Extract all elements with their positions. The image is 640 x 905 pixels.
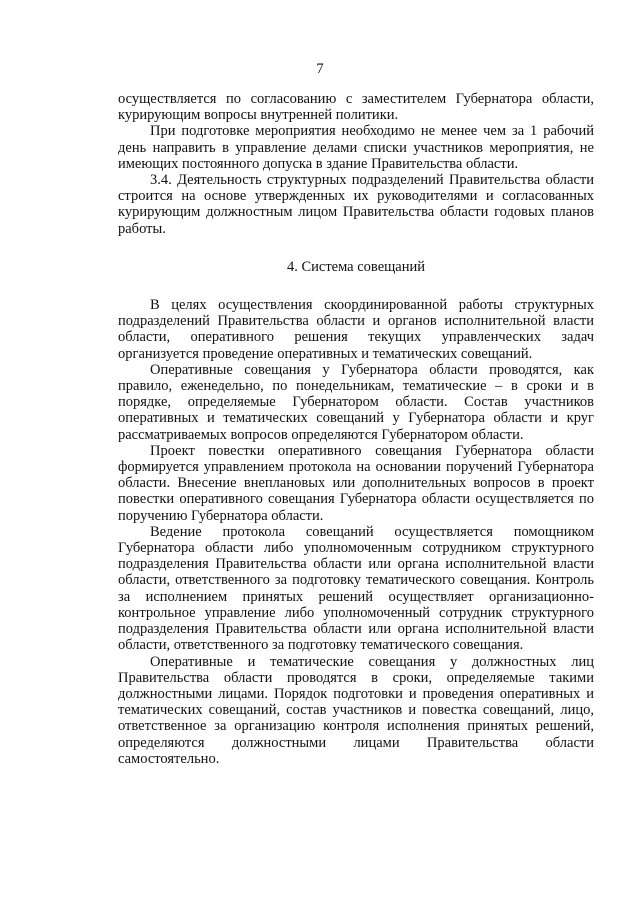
page-number: 7	[316, 61, 324, 77]
paragraph-3-4: 3.4. Деятельность структурных подразделений Правительства области строится на основе утвержденных их руководителями и согласованных курирующим должностным лицом Правительства области годовых планов работы.	[118, 172, 594, 237]
paragraph-event-preparation: При подготовке мероприятия необходимо не менее чем за 1 рабочий день направить в управление делами списки участников мероприятия, не имеющих постоянного допуска в здание Правительства области.	[118, 123, 594, 172]
paragraph-agenda-draft: Проект повестки оперативного совещания Губернатора области формируется управлением протокола на основании поручений Губернатора области. Внесение внеплановых или дополнительных вопросов в проект повестки оперативного совещания Губернатора области осуществляется по поручению Губернатора области.	[118, 442, 594, 524]
paragraph-continuation: осуществляется по согласованию с заместителем Губернатора области, курирующим вопросы внутренней политики.	[118, 91, 594, 124]
paragraph-operational-meetings: Оперативные совещания у Губернатора области проводятся, как правило, еженедельно, по понедельникам, тематические – в сроки и в порядке, определяемые Губернатором области. Состав участников оперативных и тематических совещаний у Губернатора области и круг рассматриваемых вопросов определяются Губернатором области.	[118, 361, 594, 443]
document-body	[118, 91, 594, 767]
paragraph-purpose: В целях осуществления скоординированной работы структурных подразделений Правительства области и органов исполнительной власти области, оперативного решения текущих управленческих задач организуется проведение оперативных и тематических совещаний.	[118, 297, 594, 362]
paragraph-officials-meetings: Оперативные и тематические совещания у должностных лиц Правительства области проводятся в сроки, определяемые такими должностными лицами. Порядок подготовки и проведения оперативных и тематических совещаний, состав участников и повестка совещаний, лицо, ответственное за организацию контроля исполнения принятых решений, определяются должностными лицами Правительства области самостоятельно.	[118, 653, 594, 767]
paragraph-minutes: Ведение протокола совещаний осуществляется помощником Губернатора области либо уполномоченным сотрудником структурного подразделения Правительства области или органа исполнительной власти области, ответственного за подготовку тематического совещания. Контроль за исполнением принятых решений осуществляет организационно-контрольное управление либо уполномоченный сотрудник структурного подразделения Правительства области или органа исполнительной власти области, ответственного за подготовку тематического совещания.	[118, 523, 594, 654]
section-heading: 4. Система совещаний	[286, 258, 426, 275]
